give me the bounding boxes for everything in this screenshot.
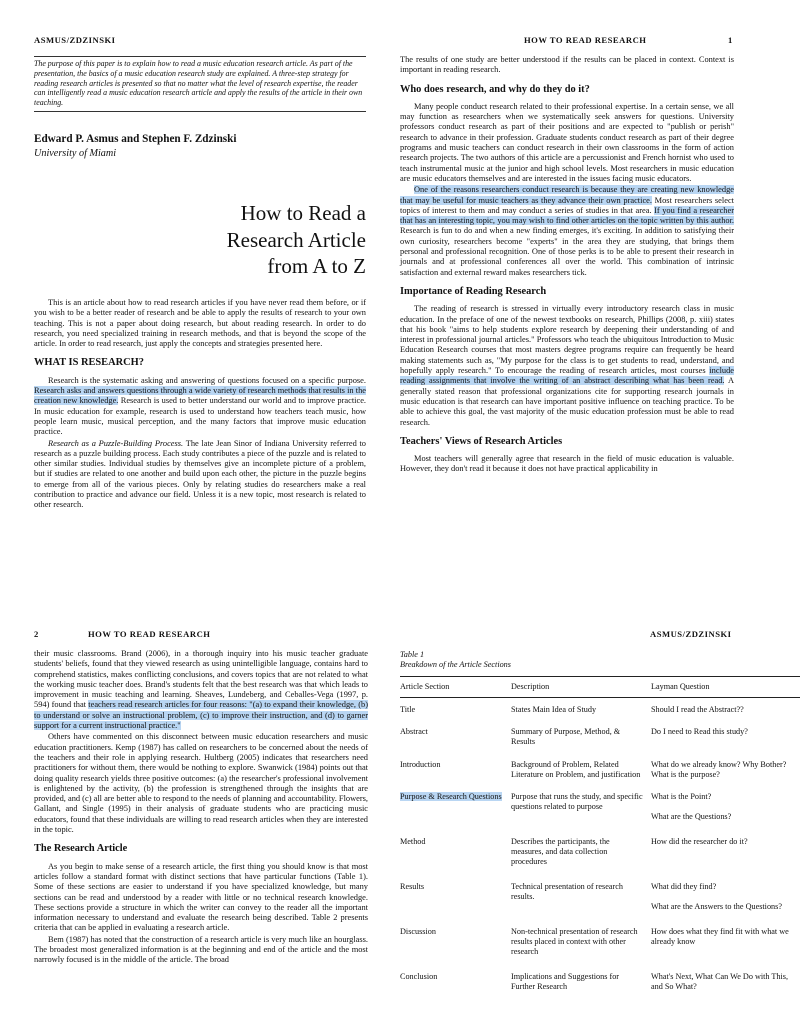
running-header-authors: ASMUS/ZDZINSKI [650,629,732,639]
table-cell-description: Purpose that runs the study, and specific questions related to purpose [511,792,643,811]
table-cell-section: Abstract [400,727,428,736]
puzzle-lead: Research as a Puzzle-Building Process. [48,438,184,448]
article-paragraph-2: Bem (1987) has noted that the construction of a research article is very much like an hourglass. The broadest most generalized information is at the beginning and end of the article and the most narrowly focused is in the middle of the article. The broad [34,934,368,965]
table-cell-description: Technical presentation of research results. [511,882,623,901]
table-caption: Breakdown of the Article Sections [400,660,511,669]
table-cell-section: Method [400,837,426,846]
page-2 [0,615,789,1024]
article-paragraph-1: As you begin to make sense of a research article, the first thing you should know is that most articles follow a standard format with distinct sections that have particular functions (Table 1). Some of these sections are easier to understand if you have specialized knowledge, but many sections can be read and understood by a reader with little or no technical research knowledge. These sections provide a structure in which the writer can convey to the reader all the important information necessary to understand and evaluate the research being described. Table 2 presents criteria that can be applied in evaluating a research article. [34,861,368,933]
what-text-continued: Research is used to better understand our world and to improve practice. In music education for example, research is used to understand how teachers teach music, how people learn music, musical perception, and the many factors that improve music education practice. [34,396,366,437]
who-paragraph: Many people conduct research related to their professional expertise. In a certain sense, we all may function as researchers when we systematically seek answers for questions. University professors conduct research as part of their positions and are expected to "publish or perish" research to advance in their profession. Graduate students conduct research as part of their degree programs and music teachers can conduct research in their own classrooms in the form of action research projects. The two authors of this article are a percussionist and French hornist who used to teach instrumental music at the junior and high school levels. Most researchers in music education are music educators themselves and are interested in the issues facing music educators. [400,101,734,183]
highlight: teachers read research articles for four reasons: "(a) to expand their knowledge, (b) to understand or solve an instructional problem, (c) to improve their instruction, and (d) to garner support for a current instructional practice." [34,700,369,731]
highlight: One of the reasons researchers conduct research is because they are creating new knowledge that may be useful for music teachers as they advance their own practice. [400,185,734,205]
section-heading-research-article: The Research Article [34,843,128,855]
running-header-title: HOW TO READ RESEARCH [88,629,211,639]
table-cell-section: Discussion [400,927,436,936]
table-header-cell: Description [511,677,651,698]
table-cell-question: What did they find? What are the Answers to the Questions? [651,871,800,916]
table-label: Table 1 [400,650,425,659]
table-row [400,916,800,961]
intro-paragraph: This is an article about how to read research articles if you have never read them before, or if you wish to be a better reader of research and be able to apply the results of research to your own teaching. This is not a paper about doing research, but about reading research. In order to do research, you need specialized training in research methods, and that is beyond the scope of the article. In order to read research, just apply the concepts and strategies presented here. [34,298,366,349]
table-body [400,677,800,997]
article-title [227,200,366,280]
continuation-paragraph [34,649,368,731]
title-line-3: from A to Z [267,254,366,278]
table-header-cell: Layman Question [651,677,800,698]
what-paragraph [34,376,366,438]
puzzle-text: The late Jean Sinor of Indiana University referred to research as a puzzle building process. Each study contributes a piece of the puzzle and is related to other similar studies. Individual studies by themselves give an incomplete picture of a problem, but if studies are related to one another and build upon each other, the picture in the puzzle begins to emerge from all of the various pieces. Only by relating studies do researchers make a real contribution to practice and advance our field. Unless it is a new topic, most research is related to other research. [34,438,366,510]
table-row [400,826,800,871]
sections-table [400,676,800,996]
table-cell-description: Non-technical presentation of research results placed in context with other research [511,927,638,956]
left-column [34,298,366,512]
highlight: Purpose & Research Questions [400,792,502,801]
importance-paragraph [400,304,734,428]
affiliation: University of Miami [34,148,117,159]
left-column [34,649,368,967]
highlight: Research asks and answers questions through a wide variety of research methods that results in the creation new knowledge. [34,386,366,406]
table-cell-section [400,784,511,826]
table-cell-question: How does what they find fit with what we already know [651,927,789,946]
table-header-cell: Article Section [400,677,511,698]
puzzle-paragraph [34,439,366,511]
views-paragraph: Most teachers will generally agree that research in the field of music education is valuable. However, they don't read it because it does not have practical applicability in [400,454,734,474]
table-cell-description: Describes the participants, the measures, and data collection procedures [511,837,610,866]
page-gap [0,575,768,615]
page-number: 1 [728,35,733,45]
section-heading-who-does-research: Who does research, and why do they do it? [400,83,590,95]
highlight: include reading assignments that involve the writing of an abstract describing what has been read. [400,366,734,386]
table-row [400,751,800,784]
table-cell-section: Conclusion [400,972,438,981]
section-heading-importance: Importance of Reading Research [400,285,547,297]
running-header-title: HOW TO READ RESEARCH [524,35,647,45]
table-row [400,698,800,720]
table-row [400,961,800,996]
importance-text-end: A generally stated reason that professional organizations cite for supporting research journals in music education is that research can have important positive influence on teaching practice. To be able to achieve this goal, the vast majority of the music education profession must be able to read research. [400,376,734,427]
table-row [400,871,800,916]
what-text: Research is the systematic asking and answering of questions focused on a specific purpose. [48,375,366,385]
highlight: If you find a researcher that has an interesting topic, you may wish to find other articles on the topic written by this author. [400,205,735,226]
table-cell-section: Title [400,705,416,714]
table-cell-question: What do we already know? Why Bother? What is the purpose? [651,760,787,779]
section-heading-teachers-views: Teachers' Views of Research Articles [400,435,563,447]
table-header-row [400,677,800,698]
table-cell-description: Summary of Purpose, Method, & Results [511,727,621,746]
table-cell-question: How did the researcher do it? [651,837,748,846]
reasons-text-end: Research is fun to do and when a new finding emerges, it's exciting. In addition to satisfying their own curiosity, researchers become "experts" in the area they are studying, that brings them personal and professional recognition. One of those perks is to be able to present their research in journals and at professional conferences all over the world. This combination of intrinsic satisfaction and external reward makes researchers tick. [400,226,734,277]
table-cell-question: What's Next, What Can We Do with This, and So What? [651,972,789,991]
continuation-text: their music classrooms. Brand (2006), in a thorough inquiry into his music teacher graduate students' beliefs, found that they viewed research as using unintelligible language, contains hard to comprehend statistics, makes conflicting conclusions, and covers topics that are not related to what the working music teacher does. Brand's students felt that the best research was that which leads to improvement in music teaching and learning. Sheaves, Lundeberg, and Ceballes-Vega (1997, p. 594) found that [34,649,368,710]
table-cell-question: What is the Point? What are the Questions? [651,784,800,826]
title-line-1: How to Read a [240,201,366,225]
table-cell-description: Background of Problem, Related Literature on Problem, and justification [511,760,641,779]
disconnect-paragraph: Others have commented on this disconnect between music education researchers and music education practitioners. Kemp (1987) has called on researchers to be concerned about the needs of the teachers and their role in applying research. Hultberg (2005) indicates that researchers need practitioners for without them, there would be nothing to explore. Swanwick (1984) points out that doing quality research yields three positive outcomes: (a) the researcher's professional involvement is enlightened by the activity, (b) the profession is strengthened through the insights that are provided, and (c) all are better able to respond to the needs of planning and accountability. Flowers, Gallant, and Single (1995) in their analysis of graduate students who are practicing music educators, found that these individuals are willing to read research articles when they are interested in the topic. [34,732,368,835]
table-cell-section: Introduction [400,760,441,769]
reasons-paragraph [400,185,734,278]
table-cell-question-2: What are the Answers to the Questions? [651,902,782,911]
right-column [400,55,734,476]
table-cell-section: Results [400,882,425,891]
table-cell-question-2: What are the Questions? [651,812,732,821]
running-header-authors: ASMUS/ZDZINSKI [34,35,116,45]
table-cell-question: Do I need to Read this study? [651,727,748,736]
table-1 [400,650,789,996]
reasons-text: Most researchers select topics of interest to them and may conduct a series of studies in that area. [400,195,734,215]
section-heading-what-is-research: WHAT IS RESEARCH? [34,357,144,369]
table-row [400,784,800,826]
page-number: 2 [34,629,39,639]
context-paragraph: The results of one study are better understood if the results can be placed in context. Context is important in reading research. [400,55,734,75]
abstract: The purpose of this paper is to explain how to read a music education research article. As part of the presentation, the basics of a music education research study are explained. A three-step strategy for reading research articles is presented so that no matter what the level of research expertise, the reader can intelligently read a music education research article and apply the results of the article in their own teaching. [34,56,366,112]
importance-text: The reading of research is stressed in virtually every introductory research class in music education. In the preface of one of the newest textbooks on research, Phillips (2008, p. xiii) states that his book "aims to help students explore research by deepening their understanding of and interest in professional journal articles." Professors who teach the ubiquitous Introduction to Music Education Research courses that most masters degree programs require can frequently be heard making statements such as, "My purpose for the class is to get students to read, understand, and hopefully apply research." To encourage the reading of research articles, most courses [400,304,734,376]
table-cell-description: Implications and Suggestions for Further Research [511,972,620,991]
authors: Edward P. Asmus and Stephen F. Zdzinski [34,133,237,145]
table-row [400,719,800,751]
table-cell-description: States Main Idea of Study [511,705,597,714]
table-cell-question: Should I read the Abstract?? [651,705,744,714]
title-line-2: Research Article [226,227,366,252]
